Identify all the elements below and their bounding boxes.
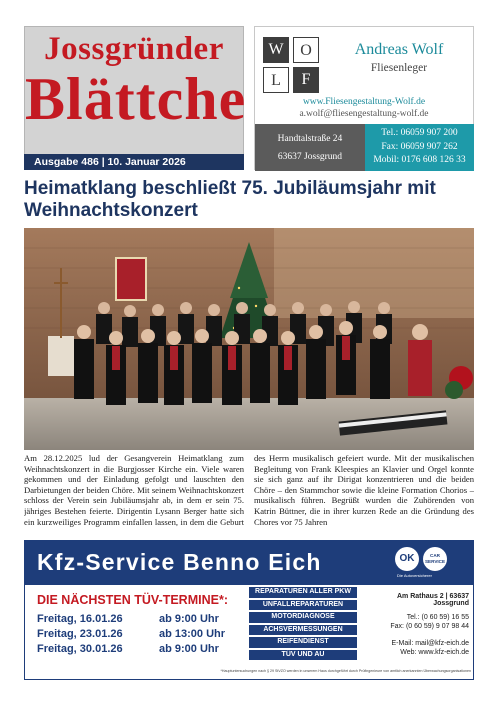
kfz-title: Kfz-Service Benno Eich [37,549,322,575]
ok-badge-icon: OK [395,547,419,571]
tuv-title: DIE NÄCHSTEN TÜV-TERMINE*: [37,593,228,607]
car-service-badge-icon [423,547,447,571]
tuv-date: Freitag, 23.01.26 [37,628,123,640]
tuv-time: ab 9:00 Uhr [159,613,219,625]
service-item: REPARATUREN ALLER PKW [249,587,357,598]
contact-tel: Tel.: 06059 907 200 [381,128,458,138]
service-item: UNFALLREPARATUREN [249,600,357,611]
kfz-email[interactable]: E-Mail: mail@kfz-eich.de [391,640,469,647]
car-badge-line1: CAR [430,553,440,558]
masthead-title-line1: Jossgründer [44,31,224,67]
kfz-web[interactable]: Web: www.kfz-eich.de [400,649,469,656]
tuv-time: ab 13:00 Uhr [159,628,226,640]
address-street: Handtalstraße 24 [277,134,343,144]
service-item: ACHSVERMESSUNGEN [249,625,357,636]
advert-andreas-wolf[interactable] [254,26,474,170]
kfz-header-band [25,541,473,585]
tuv-time: ab 9:00 Uhr [159,643,219,655]
service-item: REIFENDIENST [249,637,357,648]
advertiser-name: Andreas Wolf [354,41,444,58]
article-headline: Heimatklang beschließt 75. Jubiläumsjahr mit Weihnachtskonzert [24,178,436,221]
logo-letter: L [263,67,289,93]
article-body: Am 28.12.2025 lud der Gesangverein Heimatklang zum Weihnachtskonzert in die Burgjosser Kirche ein. Viele waren gekommen und der Einladung gefolgt und lauschten den Darbietungen der beiden Chöre. Mit seinem Weihnachtskonzert schloss der Verein sein Jubiläumsjahr ab, in dem er sein 75. jähriges Bestehen feierte. Dirigentin Lysann Berger hatte sich ein kurzweiliges Programm einfallen lassen, in dem die Geburt des Herrn musikalisch gefeiert wurde. Mit der musikalischen Begleitung von Frank Kleespies an Klavier und Orgel konnte sie sich ganz auf ihr Dirigat konzentrieren und die beiden Chöre – den Stammchor sowie die kleine Formation Chorios – musikalisch führen. Begrüßt wurden die Zuhörenden von Katrin Büttner, die in ihrer kurzen Rede an die Gründung des Chores vor 75 Jahren [24,453,474,527]
advertiser-contact [365,124,474,171]
logo-letter: O [293,37,319,63]
tuv-date: Freitag, 30.01.26 [37,643,123,655]
kfz-online [369,639,469,657]
address-city: 63637 Jossgrund [277,152,343,162]
kfz-phone [369,613,469,631]
logo-letter: W [263,37,289,63]
advertiser-address [255,124,365,171]
masthead-logo [24,26,247,170]
choir-photo-image [24,228,474,450]
advert-kfz-service[interactable] [24,540,474,680]
service-item: MOTORDIAGNOSE [249,612,357,623]
kfz-tel: Tel.: (0 60 59) 16 55 [406,614,469,621]
advertiser-website[interactable]: www.Fliesengestaltung-Wolf.de [302,97,426,107]
badge-caption: Die Autoversicherer [397,573,432,578]
advertiser-trade: Fliesenleger [370,62,428,74]
kfz-footnote: *Hauptuntersuchungen nach § 29 StVZO werden in unserem Haus durchgeführt durch Prüfingenieure von amtlich anerkannten Überwachungsorganisationen [220,669,471,673]
contact-mobile: Mobil: 0176 608 126 33 [373,155,466,165]
masthead-title-line2: Blättche [25,66,247,132]
issue-info: Ausgabe 486 | 10. Januar 2026 [24,154,244,170]
kfz-address: Am Rathaus 2 | 63637 Jossgrund [397,593,469,607]
wolf-logo [263,37,319,93]
service-item: TÜV UND AU [249,650,357,661]
tuv-date: Freitag, 16.01.26 [37,613,123,625]
contact-fax: Fax: 06059 907 262 [381,141,458,152]
service-list [249,587,357,662]
choir-photo [24,228,474,450]
advertiser-email[interactable]: a.wolf@fliesengestaltung-wolf.de [299,109,429,119]
car-badge-line2: SERVICE [424,559,446,564]
kfz-fax: Fax: (0 60 59) 9 07 98 44 [390,623,469,630]
logo-letter: F [293,67,319,93]
